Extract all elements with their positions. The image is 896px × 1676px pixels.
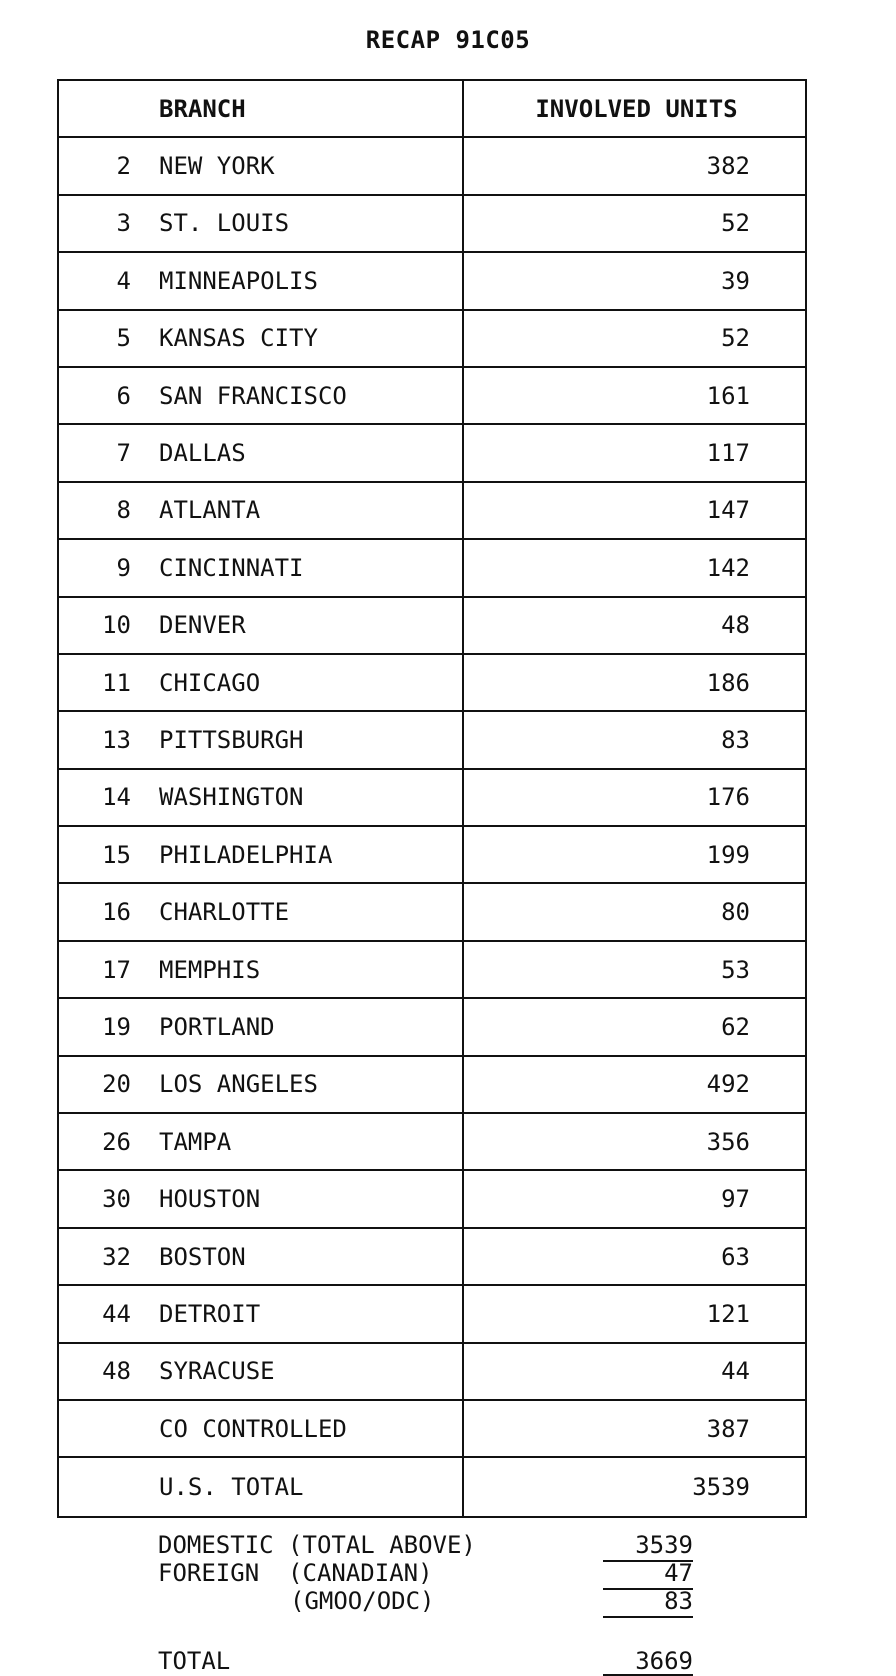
branch-name: SAN FRANCISCO <box>159 381 347 410</box>
involved-units-value: 39 <box>721 266 750 295</box>
involved-units-value: 161 <box>706 381 750 410</box>
branch-name: SYRACUSE <box>159 1357 275 1386</box>
branch-number: 30 <box>102 1185 131 1214</box>
involved-units-value: 199 <box>706 840 750 869</box>
branch-number: 5 <box>116 324 131 353</box>
table-row <box>59 253 805 310</box>
branch-name: DALLAS <box>159 439 246 468</box>
involved-units-value: 121 <box>706 1299 750 1328</box>
table-header-row <box>59 81 805 138</box>
involved-units-value: 44 <box>721 1357 750 1386</box>
branch-name: CHICAGO <box>159 668 261 697</box>
table-row <box>59 827 805 884</box>
table-row <box>59 999 805 1056</box>
branch-name: BOSTON <box>159 1242 246 1271</box>
total-label: TOTAL <box>158 1647 231 1675</box>
involved-units-value: 356 <box>706 1127 750 1156</box>
branch-number: 4 <box>116 266 131 295</box>
involved-units-value: 3539 <box>692 1473 750 1502</box>
domestic-value: 3539 <box>635 1531 693 1559</box>
involved-units-value: 48 <box>721 611 750 640</box>
branch-name: PHILADELPHIA <box>159 840 333 869</box>
branch-name: WASHINGTON <box>159 783 304 812</box>
branch-number: 14 <box>102 783 131 812</box>
branch-number: 6 <box>116 381 131 410</box>
branch-number: 17 <box>102 955 131 984</box>
table-row <box>59 770 805 827</box>
branch-name: DENVER <box>159 611 246 640</box>
total-value: 3669 <box>635 1647 693 1675</box>
table-row <box>59 598 805 655</box>
table-row <box>59 311 805 368</box>
branch-name: ST. LOUIS <box>159 209 290 238</box>
table-row <box>59 483 805 540</box>
table-row <box>59 712 805 769</box>
branch-name: CO CONTROLLED <box>159 1414 347 1443</box>
branch-name: CHARLOTTE <box>159 898 290 927</box>
involved-units-value: 382 <box>706 152 750 181</box>
branch-name: MINNEAPOLIS <box>159 266 318 295</box>
branch-number: 7 <box>116 439 131 468</box>
branch-number: 48 <box>102 1357 131 1386</box>
involved-units-value: 53 <box>721 955 750 984</box>
branch-number: 19 <box>102 1012 131 1041</box>
branch-number: 10 <box>102 611 131 640</box>
domestic-label: DOMESTIC (TOTAL ABOVE) <box>158 1531 476 1559</box>
table-row <box>59 1171 805 1228</box>
domestic-underline <box>603 1560 693 1562</box>
involved-units-value: 80 <box>721 898 750 927</box>
branch-name: CINCINNATI <box>159 553 304 582</box>
involved-units-value: 97 <box>721 1185 750 1214</box>
branch-number: 13 <box>102 725 131 754</box>
branch-number: 26 <box>102 1127 131 1156</box>
involved-units-value: 117 <box>706 439 750 468</box>
branch-name: MEMPHIS <box>159 955 261 984</box>
gmoo-label: (GMOO/ODC) <box>290 1587 435 1615</box>
branch-name: PITTSBURGH <box>159 725 304 754</box>
involved-units-value: 52 <box>721 324 750 353</box>
gmoo-underline <box>603 1616 693 1618</box>
involved-units-column-header: INVOLVED UNITS <box>535 94 738 123</box>
branch-number: 2 <box>116 152 131 181</box>
document-title: RECAP 91C05 <box>365 26 531 54</box>
table-row <box>59 1344 805 1401</box>
table-row <box>59 1114 805 1171</box>
involved-units-value: 52 <box>721 209 750 238</box>
branch-number: 32 <box>102 1242 131 1271</box>
recap-table <box>57 79 807 1518</box>
branch-number: 15 <box>102 840 131 869</box>
foreign-underline <box>603 1588 693 1590</box>
branch-name: LOS ANGELES <box>159 1070 318 1099</box>
table-row <box>59 138 805 195</box>
involved-units-value: 63 <box>721 1242 750 1271</box>
foreign-value: 47 <box>664 1559 693 1587</box>
table-row <box>59 884 805 941</box>
involved-units-value: 176 <box>706 783 750 812</box>
branch-name: DETROIT <box>159 1299 261 1328</box>
branch-name: KANSAS CITY <box>159 324 318 353</box>
involved-units-value: 62 <box>721 1012 750 1041</box>
involved-units-value: 147 <box>706 496 750 525</box>
branch-name: HOUSTON <box>159 1185 261 1214</box>
branch-column-header: BRANCH <box>159 94 246 123</box>
table-row <box>59 655 805 712</box>
branch-number: 11 <box>102 668 131 697</box>
branch-number: 44 <box>102 1299 131 1328</box>
table-row <box>59 425 805 482</box>
branch-number: 16 <box>102 898 131 927</box>
table-row <box>59 1458 805 1515</box>
table-row <box>59 942 805 999</box>
table-row <box>59 1286 805 1343</box>
table-row <box>59 196 805 253</box>
table-row <box>59 368 805 425</box>
branch-name: NEW YORK <box>159 152 275 181</box>
branch-number: 3 <box>116 209 131 238</box>
branch-name: U.S. TOTAL <box>159 1473 304 1502</box>
foreign-label: FOREIGN (CANADIAN) <box>158 1559 433 1587</box>
table-row <box>59 1401 805 1458</box>
involved-units-value: 387 <box>706 1414 750 1443</box>
branch-name: PORTLAND <box>159 1012 275 1041</box>
table-row <box>59 1057 805 1114</box>
involved-units-value: 142 <box>706 553 750 582</box>
table-row <box>59 540 805 597</box>
branch-number: 9 <box>116 553 131 582</box>
involved-units-value: 492 <box>706 1070 750 1099</box>
involved-units-value: 83 <box>721 725 750 754</box>
branch-number: 20 <box>102 1070 131 1099</box>
involved-units-value: 186 <box>706 668 750 697</box>
branch-name: TAMPA <box>159 1127 232 1156</box>
branch-number: 8 <box>116 496 131 525</box>
gmoo-value: 83 <box>664 1587 693 1615</box>
branch-name: ATLANTA <box>159 496 261 525</box>
table-row <box>59 1229 805 1286</box>
